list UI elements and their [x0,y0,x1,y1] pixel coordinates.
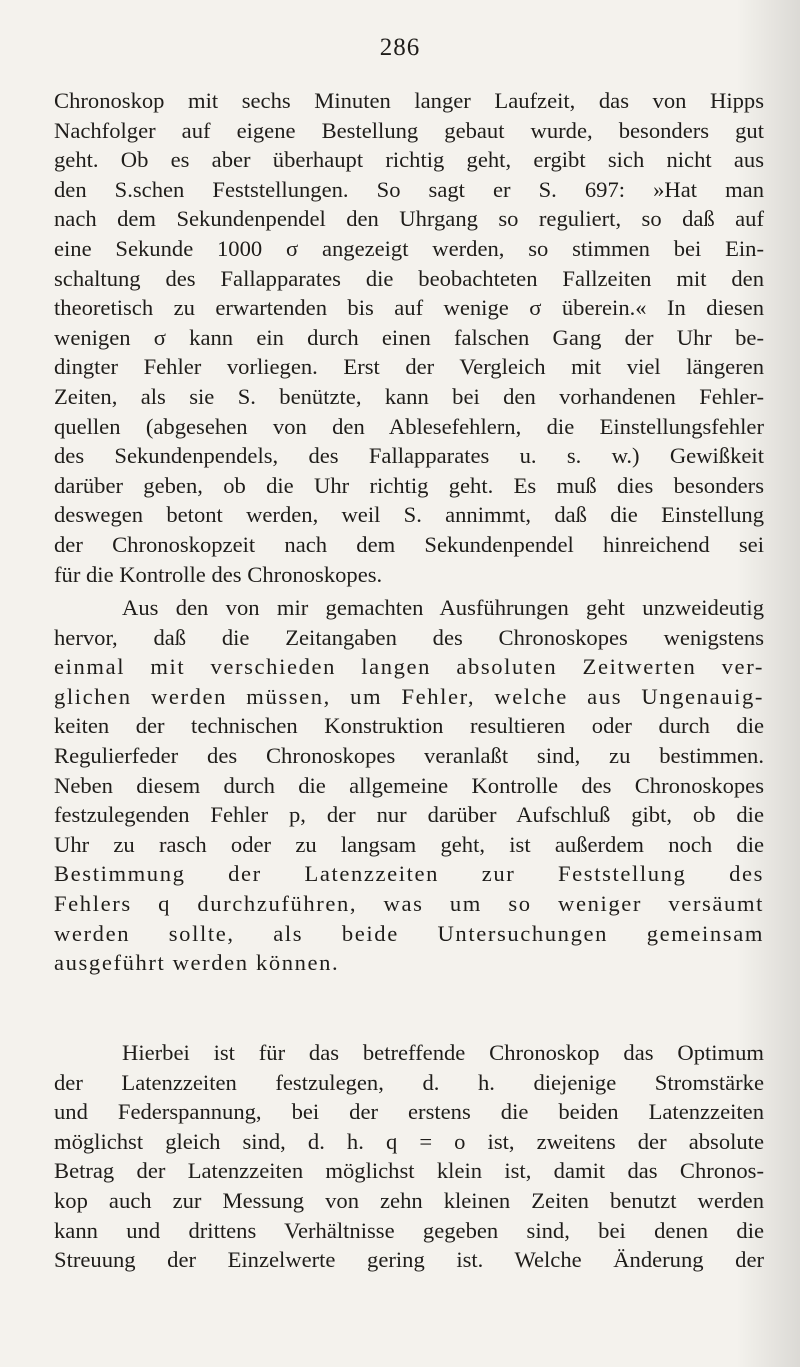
text-line: nach dem Sekundenpendel den Uhrgang so reguliert, so daß auf [54,206,764,232]
text-line: deswegen betont werden, weil S. annimmt, daß die Einstellung [54,502,764,528]
text-line: werden sollte, als beide Untersuchungen gemeinsam [54,920,764,946]
text-line: und Federspannung, bei der erstens die beiden Latenzzeiten [54,1099,764,1125]
text-line: den S.schen Feststellungen. So sagt er S. 697: »Hat man [54,176,764,202]
text-line: festzulegenden Fehler p, der nur darüber Aufschluß gibt, ob die [54,802,764,828]
text-line: wenigen σ kann ein durch einen falschen Gang der Uhr be- [54,324,764,350]
text-line: geht. Ob es aber überhaupt richtig geht, ergibt sich nicht aus [54,147,764,173]
text-line: darüber geben, ob die Uhr richtig geht. Es muß dies besonders [54,472,764,498]
paragraph-2 [54,593,764,978]
text-line: Neben diesem durch die allgemeine Kontrolle des Chronoskopes [54,772,764,798]
text-line: schaltung des Fallapparates die beobachteten Fallzeiten mit den [54,265,764,291]
text-line: Zeiten, als sie S. benützte, kann bei den vorhandenen Fehler- [54,383,764,409]
text-line: Fehlers q durchzuführen, was um so weniger versäumt [54,890,764,916]
paragraph-3 [54,1038,764,1275]
text-line: quellen (abgesehen von den Ablesefehlern, die Einstellungsfehler [54,413,764,439]
text-line: einmal mit verschieden langen absoluten Zeitwerten ver- [54,654,764,680]
paragraph-1 [54,86,764,589]
text-line: Aus den von mir gemachten Ausführungen geht unzweideutig [122,595,764,620]
text-line: eine Sekunde 1000 σ angezeigt werden, so stimmen bei Ein- [54,235,764,261]
text-line: für die Kontrolle des Chronoskopes. [54,561,383,587]
text-line: Hierbei ist für das betreffende Chronoskop das Optimum [122,1040,764,1065]
text-line: der Latenzzeiten festzulegen, d. h. diejenige Stromstärke [54,1069,764,1095]
text-line: kann und drittens Verhältnisse gegeben sind, bei denen die [54,1217,764,1243]
text-line: des Sekundenpendels, des Fallapparates u. s. w.) Gewißkeit [54,443,764,469]
text-line: hervor, daß die Zeitangaben des Chronoskopes wenigstens [54,624,764,650]
text-line: kop auch zur Messung von zehn kleinen Zeiten benutzt werden [54,1187,764,1213]
text-line: Betrag der Latenzzeiten möglichst klein ist, damit das Chronos- [54,1158,764,1184]
text-line: theoretisch zu erwartenden bis auf wenige σ überein.« In diesen [54,295,764,321]
text-line: glichen werden müssen, um Fehler, welche aus Ungenauig- [54,683,764,709]
page-number: 286 [379,34,421,61]
text-line: Nachfolger auf eigene Bestellung gebaut wurde, besonders gut [54,117,764,143]
text-line: Uhr zu rasch oder zu langsam geht, ist außerdem noch die [54,831,764,857]
text-line: dingter Fehler vorliegen. Erst der Vergleich mit viel längeren [54,354,764,380]
text-line: Bestimmung der Latenzzeiten zur Feststellung des [54,861,764,887]
text-line: der Chronoskopzeit nach dem Sekundenpendel hinreichend sei [54,531,764,557]
text-line: Streuung der Einzelwerte gering ist. Welche Änderung der [54,1247,764,1273]
text-line: ausgeführt werden können. [54,950,340,976]
text-line: keiten der technischen Konstruktion resultieren oder durch die [54,713,764,739]
text-line: Regulierfeder des Chronoskopes veranlaßt sind, zu bestimmen. [54,742,764,768]
text-line: Chronoskop mit sechs Minuten langer Laufzeit, das von Hipps [54,88,764,113]
text-line: möglichst gleich sind, d. h. q = o ist, zweitens der absolute [54,1128,764,1154]
